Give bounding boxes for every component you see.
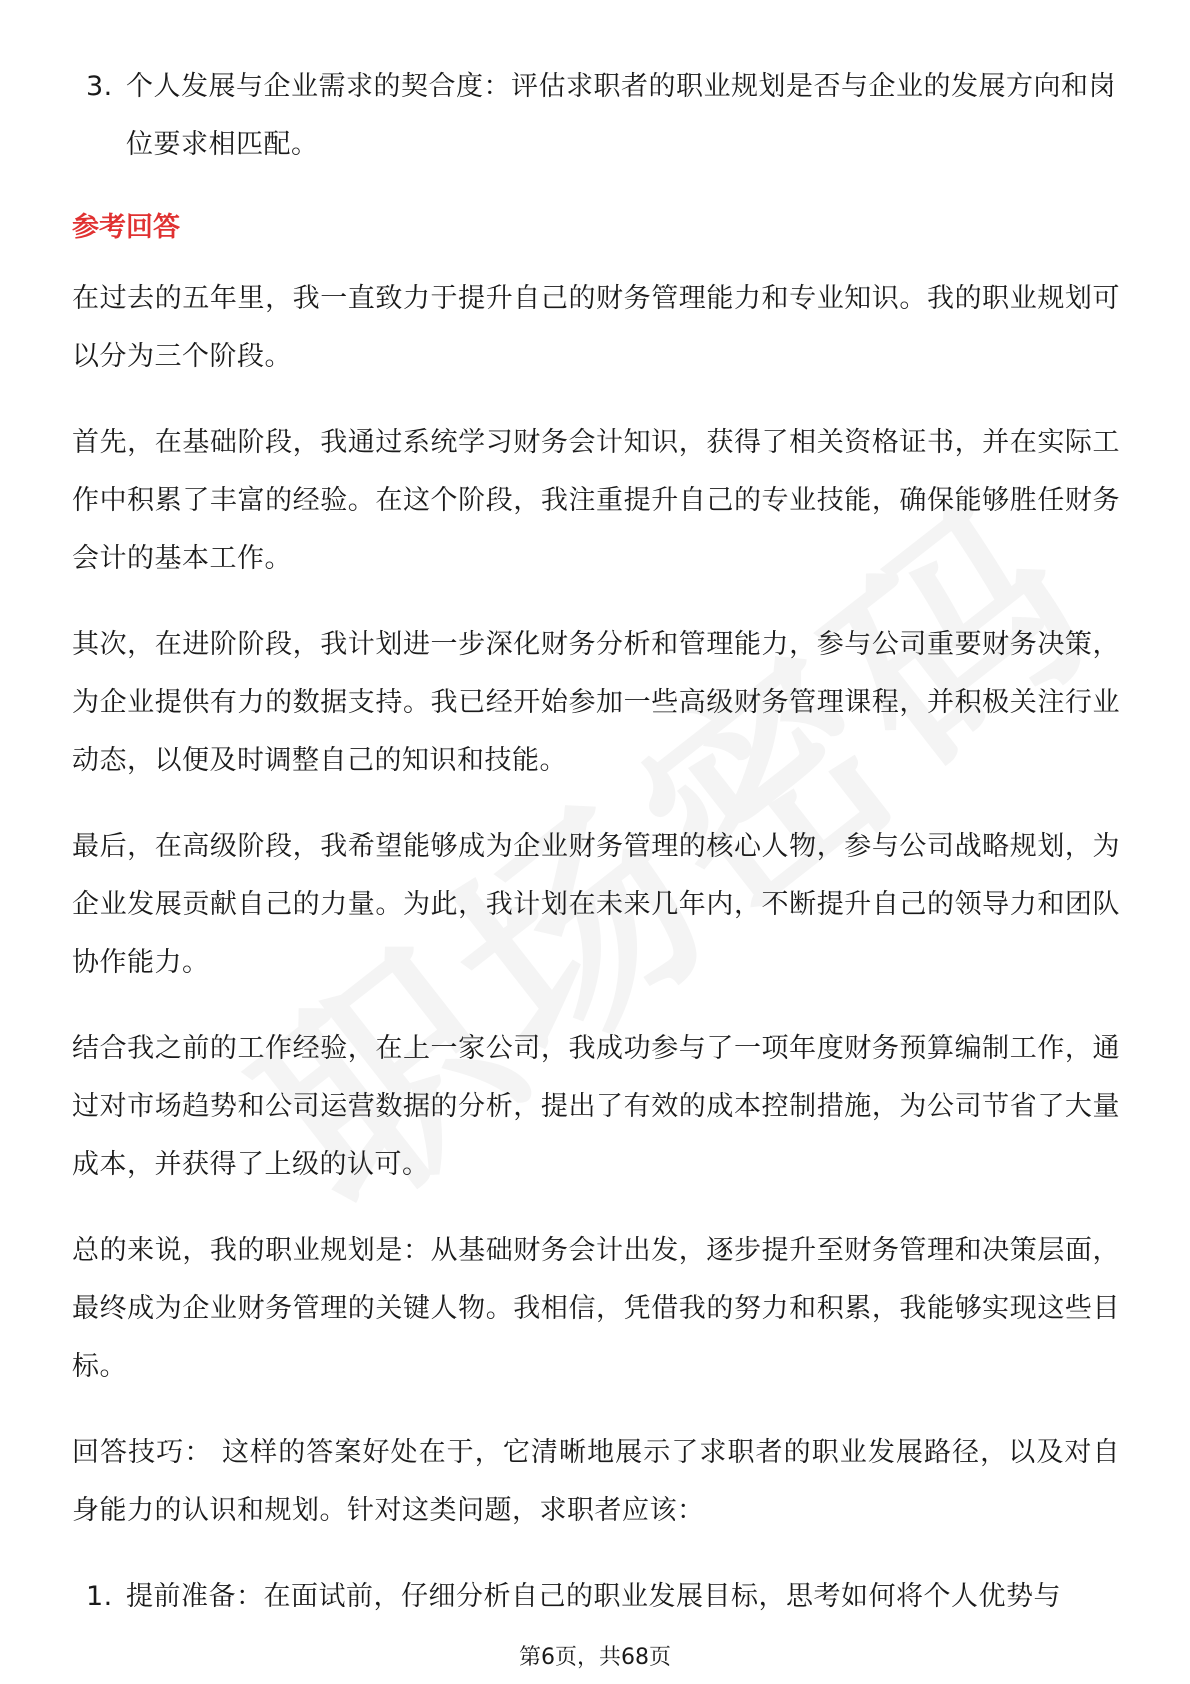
- page-footer: 第6页，共68页: [519, 1645, 671, 1670]
- list-item-1: [72, 1568, 1120, 1626]
- list-item-text: 提前准备：在面试前，仔细分析自己的职业发展目标，思考如何将个人优势与: [126, 1581, 1061, 1612]
- paragraph-senior-stage: 最后，在高级阶段，我希望能够成为企业财务管理的核心人物，参与公司战略规划，为企业发展贡献自己的力量。为此，我计划在未来几年内，不断提升自己的领导力和团队协作能力。: [72, 831, 1120, 978]
- list-item-3: [72, 58, 1120, 174]
- paragraph-summary: 总的来说，我的职业规划是：从基础财务会计出发，逐步提升至财务管理和决策层面，最终成为企业财务管理的关键人物。我相信，凭借我的努力和积累，我能够实现这些目标。: [72, 1235, 1120, 1382]
- paragraph-tips: 回答技巧： 这样的答案好处在于，它清晰地展示了求职者的职业发展路径，以及对自身能力的认识和规划。针对这类问题，求职者应该：: [72, 1437, 1120, 1526]
- page-content: [72, 58, 1120, 1626]
- list-item-text: 个人发展与企业需求的契合度：评估求职者的职业规划是否与企业的发展方向和岗位要求相匹配。: [126, 71, 1116, 160]
- paragraph-advanced-stage: 其次，在进阶阶段，我计划进一步深化财务分析和管理能力，参与公司重要财务决策，为企业提供有力的数据支持。我已经开始参加一些高级财务管理课程，并积极关注行业动态，以便及时调整自己的知识和技能。: [72, 629, 1120, 776]
- section-heading: 参考回答: [72, 212, 180, 243]
- list-number: 1.: [86, 1581, 113, 1612]
- paragraph-basic-stage: 首先，在基础阶段，我通过系统学习财务会计知识，获得了相关资格证书，并在实际工作中积累了丰富的经验。在这个阶段，我注重提升自己的专业技能，确保能够胜任财务会计的基本工作。: [72, 427, 1120, 574]
- paragraph-intro: 在过去的五年里，我一直致力于提升自己的财务管理能力和专业知识。我的职业规划可以分为三个阶段。: [72, 283, 1120, 372]
- list-number: 3.: [86, 71, 113, 102]
- paragraph-experience: 结合我之前的工作经验，在上一家公司，我成功参与了一项年度财务预算编制工作，通过对市场趋势和公司运营数据的分析，提出了有效的成本控制措施，为公司节省了大量成本，并获得了上级的认可。: [72, 1033, 1120, 1180]
